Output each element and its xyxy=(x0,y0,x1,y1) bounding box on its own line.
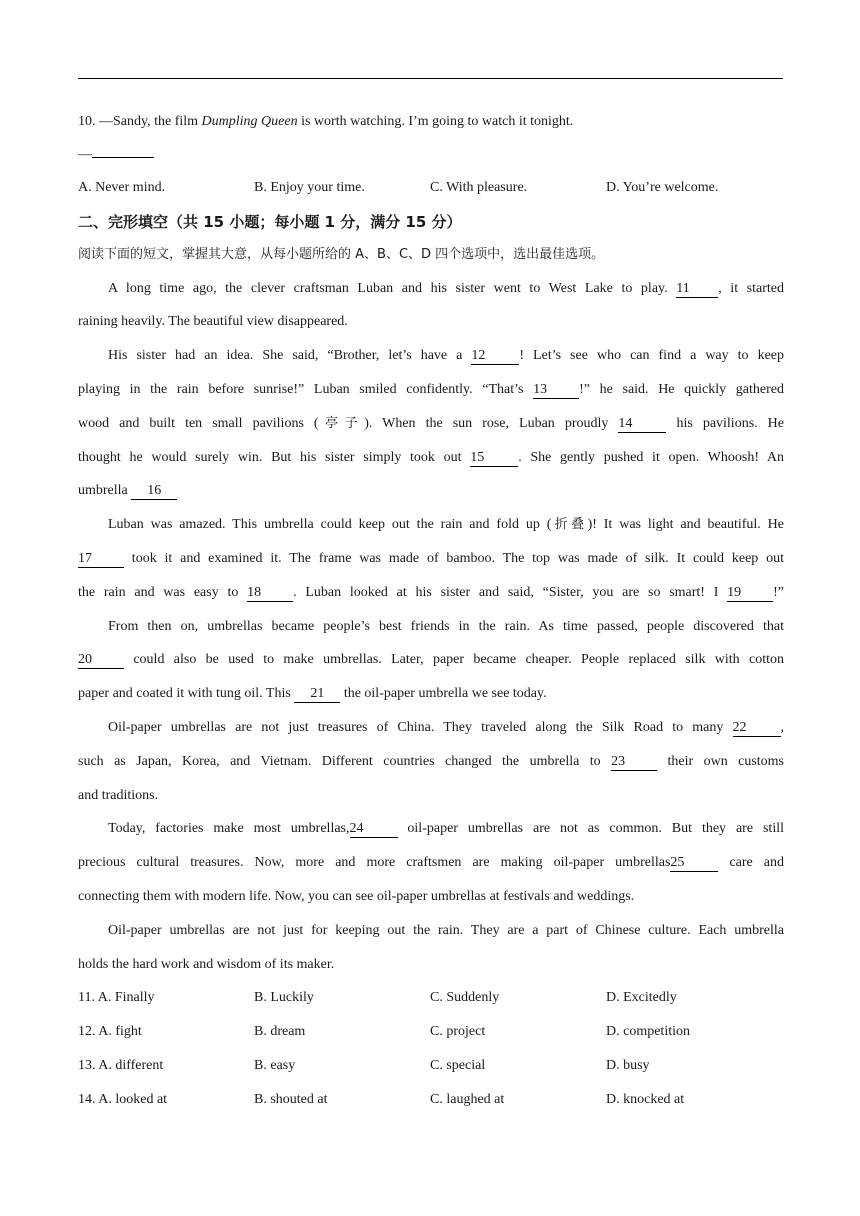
blank-18: 18 xyxy=(247,585,293,602)
passage-line xyxy=(78,717,784,751)
text: holds the hard work and wisdom of its maker. xyxy=(78,956,335,972)
question-10-reply xyxy=(78,144,784,177)
blank-17: 17 xyxy=(78,551,124,568)
text: , it started xyxy=(718,280,784,296)
page-content xyxy=(78,111,784,1123)
text: umbrella xyxy=(78,483,132,499)
question-row xyxy=(78,1055,784,1089)
passage-line xyxy=(78,413,784,447)
passage-line xyxy=(78,954,784,988)
option-d: D. busy xyxy=(606,1057,650,1073)
text: took it and examined it. The frame was made of bamboo. The top was made of silk. It could keep out xyxy=(124,550,784,566)
text: oil-paper umbrellas are not as common. But they are still xyxy=(397,821,784,837)
text: ). When the sun rose, Luban proudly xyxy=(364,415,619,431)
text: their own customs xyxy=(657,753,785,769)
chinese-gloss: 折叠 xyxy=(551,517,588,533)
blank-15: 15 xyxy=(470,450,518,467)
question-row xyxy=(78,987,784,1021)
passage-line xyxy=(78,920,784,954)
section-instruction: 阅读下面的短文，掌握其大意，从每小题所给的 A、B、C、D 四个选项中，选出最佳选项。 xyxy=(78,246,605,262)
text: His sister had an idea. She said, “Brother, let’s have a xyxy=(108,348,472,364)
passage-line xyxy=(78,649,784,683)
q10-reply-dash: — xyxy=(78,147,92,162)
option-c: C. laughed at xyxy=(430,1091,505,1107)
option-d: D. knocked at xyxy=(606,1091,685,1107)
question-10-options xyxy=(78,177,784,211)
question-row xyxy=(78,1021,784,1055)
text: !” he said. He quickly gathered xyxy=(579,381,784,397)
blank-16: 16 xyxy=(131,483,177,500)
text: the oil-paper umbrella we see today. xyxy=(340,686,547,702)
passage-line xyxy=(78,514,784,548)
blank-19: 19 xyxy=(727,585,773,602)
header-rule xyxy=(78,78,783,79)
blank-24: 24 xyxy=(350,821,398,838)
blank-14: 14 xyxy=(618,416,666,433)
text: wood and built ten small pavilions ( xyxy=(78,415,319,431)
text: paper and coated it with tung oil. This xyxy=(78,686,295,702)
section-title: 二、完形填空（共 15 小题；每小题 1 分，满分 15 分） xyxy=(78,212,462,231)
option-a: 13. A. different xyxy=(78,1057,164,1073)
text: )! It was light and beautiful. He xyxy=(587,517,784,533)
passage-line xyxy=(78,616,784,650)
text: connecting them with modern life. Now, you can see oil-paper umbrellas at festivals and weddings. xyxy=(78,888,635,904)
blank-11: 11 xyxy=(676,281,718,298)
passage-line xyxy=(78,785,784,819)
text: his pavilions. He xyxy=(666,415,784,431)
text: Oil-paper umbrellas are not just for keeping out the rain. They are a part of Chinese culture. Each umbrella xyxy=(108,922,784,938)
passage-line xyxy=(78,480,784,514)
passage-line xyxy=(78,345,784,379)
text: could also be used to make umbrellas. Later, paper became cheaper. People replaced silk with cotton xyxy=(124,652,784,668)
passage-line xyxy=(78,278,784,312)
blank-25: 25 xyxy=(670,855,718,872)
option-c: C. project xyxy=(430,1024,486,1040)
text: , xyxy=(780,719,784,735)
option-a: 12. A. fight xyxy=(78,1024,142,1040)
text: precious cultural treasures. Now, more and more craftsmen are making oil-paper umbrellas xyxy=(78,855,671,871)
q10-prefix: 10. —Sandy, the film xyxy=(78,114,202,129)
passage-line xyxy=(78,447,784,481)
passage-line xyxy=(78,582,784,616)
q10-suffix: is worth watching. I’m going to watch it tonight. xyxy=(297,114,574,129)
option-d: D. You’re welcome. xyxy=(606,180,719,195)
passage-line xyxy=(78,852,784,886)
option-c: C. special xyxy=(430,1057,486,1073)
text: raining heavily. The beautiful view disappeared. xyxy=(78,314,348,330)
text: ! Let’s see who can find a way to keep xyxy=(519,348,784,364)
text: care and xyxy=(718,855,784,871)
text: From then on, umbrellas became people’s best friends in the rain. As time passed, people discovered that xyxy=(108,618,784,634)
option-c: C. Suddenly xyxy=(430,990,500,1006)
passage-line xyxy=(78,683,784,717)
passage-line xyxy=(78,379,784,413)
passage-line xyxy=(78,548,784,582)
option-b: B. dream xyxy=(254,1024,306,1040)
option-b: B. shouted at xyxy=(254,1091,328,1107)
passage-line xyxy=(78,818,784,852)
option-c: C. With pleasure. xyxy=(430,180,528,195)
text: A long time ago, the clever craftsman Luban and his sister went to West Lake to play. xyxy=(108,280,677,296)
blank-21: 21 xyxy=(294,686,340,703)
passage-line xyxy=(78,751,784,785)
option-d: D. Excitedly xyxy=(606,990,677,1006)
blank-23: 23 xyxy=(611,754,657,771)
passage-line xyxy=(78,311,784,345)
text: Oil-paper umbrellas are not just treasures of China. They traveled along the Silk Road to many xyxy=(108,719,733,735)
option-a: A. Never mind. xyxy=(78,180,166,195)
text: . She gently pushed it open. Whoosh! An xyxy=(518,449,784,465)
blank-22: 22 xyxy=(733,720,781,737)
option-b: B. Enjoy your time. xyxy=(254,180,365,195)
text: Luban was amazed. This umbrella could keep out the rain and fold up ( xyxy=(108,517,552,533)
passage-line xyxy=(78,886,784,920)
chinese-gloss: 亭子 xyxy=(318,415,365,431)
text: . Luban looked at his sister and said, “Sister, you are so smart! I xyxy=(293,584,728,600)
question-row xyxy=(78,1089,784,1123)
option-b: B. easy xyxy=(254,1057,296,1073)
text: playing in the rain before sunrise!” Luban smiled confidently. “That’s xyxy=(78,381,534,397)
text: and traditions. xyxy=(78,787,159,803)
blank-20: 20 xyxy=(78,652,124,669)
blank-12: 12 xyxy=(471,348,519,365)
text: the rain and was easy to xyxy=(78,584,248,600)
blank-13: 13 xyxy=(533,382,579,399)
text: !” xyxy=(773,584,784,600)
option-b: B. Luckily xyxy=(254,990,314,1006)
option-a: 14. A. looked at xyxy=(78,1091,168,1107)
question-10-stem xyxy=(78,111,784,144)
q10-answer-blank xyxy=(92,145,154,158)
text: such as Japan, Korea, and Vietnam. Different countries changed the umbrella to xyxy=(78,753,612,769)
option-a: 11. A. Finally xyxy=(78,990,155,1006)
text: Today, factories make most umbrellas, xyxy=(108,821,350,837)
text: thought he would surely win. But his sister simply took out xyxy=(78,449,471,465)
film-title: Dumpling Queen xyxy=(201,114,298,129)
option-d: D. competition xyxy=(606,1024,690,1040)
